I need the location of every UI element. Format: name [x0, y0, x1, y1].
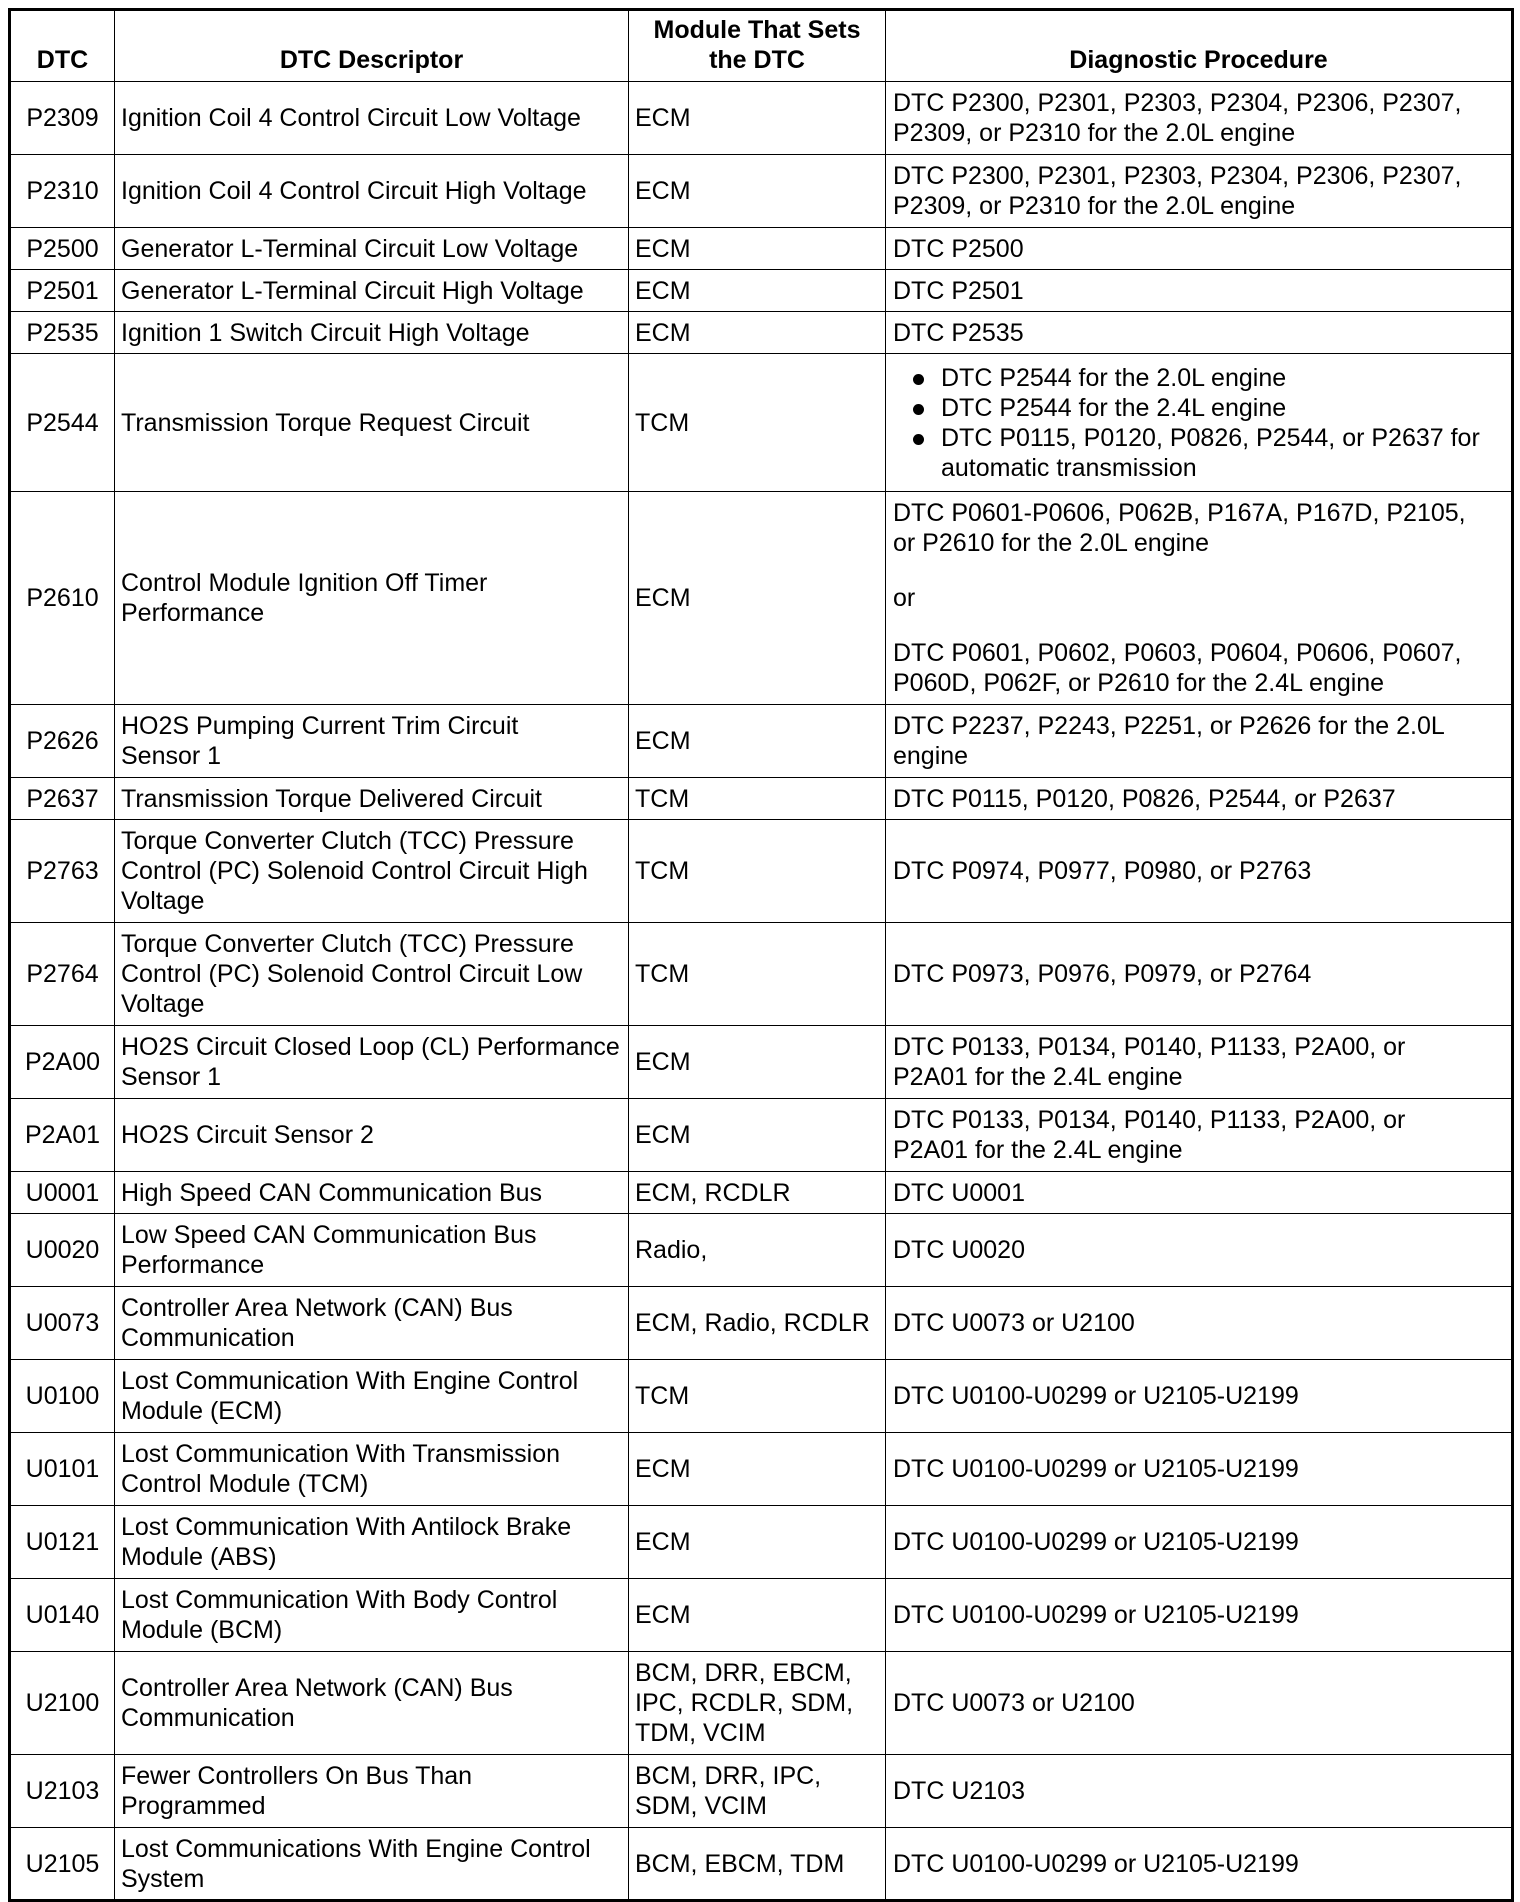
diagnostic-procedure-cell: [886, 1579, 1513, 1652]
cell-line: DTC U0100-U0299 or U2105-U2199: [893, 1382, 1299, 1410]
dtc-code-cell: P2310: [10, 155, 115, 228]
cell-line: SDM, VCIM: [635, 1792, 767, 1820]
table-row: [10, 923, 1513, 1026]
cell-line: ECM: [635, 1528, 691, 1556]
cell-line: P2309, or P2310 for the 2.0L engine: [893, 192, 1296, 220]
diagnostic-procedure-cell: [886, 354, 1513, 492]
dtc-code-cell: U2100: [10, 1652, 115, 1755]
dtc-descriptor-cell: [115, 228, 629, 270]
diagnostic-procedure-cell: [886, 270, 1513, 312]
procedure-bullet-item: [893, 393, 1505, 423]
table-row: [10, 778, 1513, 820]
cell-line: ECM: [635, 276, 691, 305]
diagnostic-procedure-cell: [886, 1652, 1513, 1755]
procedure-bullet-item: [893, 363, 1505, 393]
module-cell: [629, 492, 886, 705]
table-row: [10, 705, 1513, 778]
cell-line: ECM, RCDLR: [635, 1178, 791, 1207]
dtc-code-cell: U0100: [10, 1360, 115, 1433]
diagnostic-procedure-cell: [886, 1172, 1513, 1214]
cell-line: DTC U0073 or U2100: [893, 1309, 1135, 1337]
cell-line: ECM: [635, 177, 691, 205]
table-row: [10, 1506, 1513, 1579]
module-cell: [629, 1652, 886, 1755]
table-header-row: [10, 10, 1513, 82]
cell-line: P060D, P062F, or P2610 for the 2.4L engine: [893, 669, 1385, 697]
dtc-descriptor-cell: [115, 270, 629, 312]
table-row: [10, 1652, 1513, 1755]
module-cell: [629, 1755, 886, 1828]
cell-line: DTC U0100-U0299 or U2105-U2199: [893, 1601, 1299, 1629]
cell-line: Fewer Controllers On Bus Than: [121, 1762, 473, 1790]
cell-line: DTC P2237, P2243, P2251, or P2626 for the 2.0L: [893, 712, 1445, 740]
cell-line: DTC U0100-U0299 or U2105-U2199: [893, 1849, 1299, 1878]
module-cell: [629, 228, 886, 270]
module-cell: [629, 820, 886, 923]
cell-line: Transmission Torque Request Circuit: [121, 408, 530, 437]
cell-line: DTC P2300, P2301, P2303, P2304, P2306, P2307,: [893, 89, 1462, 117]
dtc-code-cell: P2763: [10, 820, 115, 923]
cell-line: Ignition Coil 4 Control Circuit Low Voltage: [121, 104, 581, 132]
module-cell: [629, 1579, 886, 1652]
cell-line: Lost Communication With Antilock Brake: [121, 1513, 572, 1541]
bullet-dot-icon: [913, 374, 924, 385]
dtc-code-cell: P2535: [10, 312, 115, 354]
cell-line: DTC P2544 for the 2.4L engine: [941, 393, 1287, 422]
module-cell: [629, 705, 886, 778]
table-row: [10, 1360, 1513, 1433]
dtc-code-cell: U0121: [10, 1506, 115, 1579]
cell-line: HO2S Circuit Sensor 2: [121, 1121, 374, 1149]
cell-line: Torque Converter Clutch (TCC) Pressure: [121, 930, 574, 958]
module-cell: [629, 1287, 886, 1360]
dtc-descriptor-cell: [115, 1360, 629, 1433]
table-row: [10, 1755, 1513, 1828]
cell-line: Communication: [121, 1704, 295, 1732]
module-cell: [629, 778, 886, 820]
diagnostic-procedure-cell: [886, 312, 1513, 354]
table-row: [10, 1214, 1513, 1287]
bullet-dot-icon: [913, 434, 924, 445]
cell-line: or: [893, 584, 916, 612]
header-module-line: the DTC: [709, 46, 805, 74]
cell-line: Module (ECM): [121, 1397, 283, 1425]
dtc-code-cell: P2A00: [10, 1026, 115, 1099]
cell-line: Module (BCM): [121, 1616, 283, 1644]
table-row: [10, 1579, 1513, 1652]
cell-line: Sensor 1: [121, 742, 222, 770]
cell-line: DTC P0601-P0606, P062B, P167A, P167D, P2105,: [893, 499, 1466, 527]
cell-line: DTC P0115, P0120, P0826, P2544, or P2637: [893, 784, 1396, 813]
cell-line: DTC U2103: [893, 1777, 1025, 1805]
dtc-code-cell: P2764: [10, 923, 115, 1026]
cell-line: Control (PC) Solenoid Control Circuit Low: [121, 960, 583, 988]
module-cell: [629, 312, 886, 354]
dtc-descriptor-cell: [115, 1506, 629, 1579]
cell-line: DTC P2500: [893, 234, 1024, 263]
cell-line: Sensor 1: [121, 1063, 222, 1091]
dtc-code-cell: P2501: [10, 270, 115, 312]
table-row: [10, 1172, 1513, 1214]
diagnostic-procedure-cell: [886, 1755, 1513, 1828]
cell-line: Programmed: [121, 1792, 266, 1820]
cell-line: ECM: [635, 584, 691, 612]
cell-line: DTC U0020: [893, 1236, 1025, 1264]
module-cell: [629, 1433, 886, 1506]
dtc-descriptor-cell: [115, 312, 629, 354]
cell-line: ECM: [635, 1048, 691, 1076]
cell-line: ECM: [635, 318, 691, 347]
table-row: [10, 312, 1513, 354]
dtc-code-cell: P2A01: [10, 1099, 115, 1172]
cell-line: Generator L-Terminal Circuit High Voltage: [121, 276, 584, 305]
module-cell: [629, 1099, 886, 1172]
cell-line: DTC P0974, P0977, P0980, or P2763: [893, 857, 1312, 885]
dtc-code-cell: P2626: [10, 705, 115, 778]
diagnostic-procedure-cell: [886, 923, 1513, 1026]
cell-line: Ignition Coil 4 Control Circuit High Voltage: [121, 177, 587, 205]
cell-line: DTC U0100-U0299 or U2105-U2199: [893, 1455, 1299, 1483]
cell-line: ECM: [635, 1121, 691, 1149]
cell-line: Generator L-Terminal Circuit Low Voltage: [121, 234, 579, 263]
cell-line: ECM: [635, 1601, 691, 1629]
dtc-descriptor-cell: [115, 82, 629, 155]
cell-line: HO2S Circuit Closed Loop (CL) Performance: [121, 1033, 620, 1061]
module-cell: [629, 270, 886, 312]
cell-line: Module (ABS): [121, 1543, 277, 1571]
dtc-descriptor-cell: [115, 923, 629, 1026]
cell-line: or P2610 for the 2.0L engine: [893, 529, 1209, 557]
dtc-descriptor-cell: [115, 1755, 629, 1828]
cell-line: Voltage: [121, 887, 205, 915]
cell-line: DTC U0001: [893, 1178, 1025, 1207]
dtc-descriptor-cell: [115, 1579, 629, 1652]
table-row: [10, 155, 1513, 228]
diagnostic-procedure-cell: [886, 1026, 1513, 1099]
cell-line: engine: [893, 742, 969, 770]
diagnostic-procedure-cell: [886, 1360, 1513, 1433]
cell-line: System: [121, 1864, 205, 1893]
table-row: [10, 820, 1513, 923]
table-row: [10, 354, 1513, 492]
procedure-bullet-list: [893, 363, 1505, 483]
cell-line: ECM: [635, 727, 691, 755]
cell-line: TCM: [635, 408, 690, 437]
dtc-descriptor-cell: [115, 778, 629, 820]
cell-line: TCM: [635, 784, 690, 813]
module-cell: [629, 82, 886, 155]
dtc-code-cell: U0073: [10, 1287, 115, 1360]
module-cell: [629, 1214, 886, 1287]
header-module-line: Module That Sets: [653, 16, 861, 44]
module-cell: [629, 1506, 886, 1579]
dtc-code-cell: P2500: [10, 228, 115, 270]
bullet-dot-icon: [913, 404, 924, 415]
dtc-descriptor-cell: [115, 1026, 629, 1099]
cell-line: Transmission Torque Delivered Circuit: [121, 784, 542, 813]
cell-line: Performance: [121, 599, 265, 627]
dtc-descriptor-cell: [115, 155, 629, 228]
cell-line: DTC P0601, P0602, P0603, P0604, P0606, P0607,: [893, 639, 1462, 667]
cell-line: ECM: [635, 1455, 691, 1483]
cell-line: Control (PC) Solenoid Control Circuit High: [121, 857, 588, 885]
cell-line: P2A01 for the 2.4L engine: [893, 1063, 1183, 1091]
cell-line: High Speed CAN Communication Bus: [121, 1178, 543, 1207]
line-gap: [893, 613, 1505, 638]
cell-line: ECM: [635, 234, 691, 263]
diagnostic-procedure-cell: [886, 1214, 1513, 1287]
diagnostic-procedure-cell: [886, 1099, 1513, 1172]
cell-line: DTC P2535: [893, 318, 1024, 347]
cell-line: BCM, EBCM, TDM: [635, 1849, 845, 1878]
table-row: [10, 1099, 1513, 1172]
cell-line: BCM, DRR, EBCM,: [635, 1659, 852, 1687]
dtc-code-cell: U0140: [10, 1579, 115, 1652]
cell-line: IPC, RCDLR, SDM,: [635, 1689, 854, 1717]
dtc-descriptor-cell: [115, 492, 629, 705]
module-cell: [629, 923, 886, 1026]
module-cell: [629, 1026, 886, 1099]
diagnostic-procedure-cell: [886, 1828, 1513, 1901]
cell-line: ECM: [635, 104, 691, 132]
cell-line: HO2S Pumping Current Trim Circuit: [121, 712, 519, 740]
diagnostic-procedure-cell: [886, 1506, 1513, 1579]
cell-line: Lost Communication With Body Control: [121, 1586, 558, 1614]
module-cell: [629, 1828, 886, 1901]
dtc-code-cell: U0020: [10, 1214, 115, 1287]
cell-line: DTC P0133, P0134, P0140, P1133, P2A00, or: [893, 1033, 1406, 1061]
cell-line: DTC U0073 or U2100: [893, 1689, 1135, 1717]
cell-line: DTC P0973, P0976, P0979, or P2764: [893, 960, 1312, 988]
dtc-descriptor-cell: [115, 1172, 629, 1214]
dtc-code-cell: P2309: [10, 82, 115, 155]
cell-line: TCM: [635, 960, 690, 988]
dtc-descriptor-cell: [115, 820, 629, 923]
dtc-descriptor-cell: [115, 705, 629, 778]
procedure-bullet-item: [893, 423, 1505, 483]
table-row: [10, 1026, 1513, 1099]
cell-line: P2A01 for the 2.4L engine: [893, 1136, 1183, 1164]
dtc-code-cell: P2637: [10, 778, 115, 820]
diagnostic-procedure-cell: [886, 778, 1513, 820]
cell-line: DTC P0115, P0120, P0826, P2544, or P2637 for: [941, 423, 1480, 452]
cell-line: automatic transmission: [941, 453, 1197, 482]
table-row: [10, 492, 1513, 705]
cell-line: Controller Area Network (CAN) Bus: [121, 1294, 513, 1322]
dtc-descriptor-cell: [115, 1828, 629, 1901]
cell-line: Control Module (TCM): [121, 1470, 369, 1498]
table-row: [10, 228, 1513, 270]
header-module: [629, 10, 886, 82]
cell-line: P2309, or P2310 for the 2.0L engine: [893, 119, 1296, 147]
diagnostic-procedure-cell: [886, 820, 1513, 923]
module-cell: [629, 354, 886, 492]
table-row: [10, 1433, 1513, 1506]
diagnostic-procedure-cell: [886, 1433, 1513, 1506]
cell-line: TDM, VCIM: [635, 1719, 766, 1747]
cell-line: DTC P2300, P2301, P2303, P2304, P2306, P2307,: [893, 162, 1462, 190]
header-dtc-descriptor: DTC Descriptor: [115, 10, 629, 82]
table-row: [10, 270, 1513, 312]
dtc-code-cell: U0001: [10, 1172, 115, 1214]
diagnostic-procedure-cell: [886, 155, 1513, 228]
cell-line: ECM, Radio, RCDLR: [635, 1309, 870, 1337]
cell-line: Lost Communication With Transmission: [121, 1440, 561, 1468]
dtc-descriptor-cell: [115, 1287, 629, 1360]
dtc-descriptor-cell: [115, 1214, 629, 1287]
module-cell: [629, 1360, 886, 1433]
dtc-code-cell: P2610: [10, 492, 115, 705]
diagnostic-procedure-cell: [886, 1287, 1513, 1360]
header-diagnostic-procedure: Diagnostic Procedure: [886, 10, 1513, 82]
dtc-table: [8, 8, 1514, 1902]
table-row: [10, 82, 1513, 155]
cell-line: Communication: [121, 1324, 295, 1352]
dtc-code-cell: U2103: [10, 1755, 115, 1828]
cell-line: DTC P2501: [893, 276, 1024, 305]
dtc-descriptor-cell: [115, 1099, 629, 1172]
cell-line: Low Speed CAN Communication Bus: [121, 1221, 537, 1249]
cell-line: DTC P2544 for the 2.0L engine: [941, 363, 1287, 392]
cell-line: Radio,: [635, 1236, 708, 1264]
module-cell: [629, 1172, 886, 1214]
cell-line: DTC U0100-U0299 or U2105-U2199: [893, 1528, 1299, 1556]
table-row: [10, 1828, 1513, 1901]
header-dtc: DTC: [10, 10, 115, 82]
cell-line: Lost Communications With Engine Control: [121, 1834, 591, 1863]
cell-line: Lost Communication With Engine Control: [121, 1367, 579, 1395]
diagnostic-procedure-cell: [886, 82, 1513, 155]
diagnostic-procedure-cell: [886, 228, 1513, 270]
dtc-descriptor-cell: [115, 1652, 629, 1755]
diagnostic-procedure-cell: [886, 705, 1513, 778]
cell-line: Ignition 1 Switch Circuit High Voltage: [121, 318, 530, 347]
table-row: [10, 1287, 1513, 1360]
module-cell: [629, 155, 886, 228]
line-gap: [893, 558, 1505, 583]
dtc-code-cell: P2544: [10, 354, 115, 492]
cell-line: TCM: [635, 1382, 690, 1410]
cell-line: Voltage: [121, 990, 205, 1018]
dtc-descriptor-cell: [115, 1433, 629, 1506]
cell-line: BCM, DRR, IPC,: [635, 1762, 822, 1790]
cell-line: Control Module Ignition Off Timer: [121, 569, 488, 597]
dtc-code-cell: U0101: [10, 1433, 115, 1506]
cell-line: Performance: [121, 1251, 265, 1279]
diagnostic-procedure-cell: [886, 492, 1513, 705]
cell-line: DTC P0133, P0134, P0140, P1133, P2A00, or: [893, 1106, 1406, 1134]
cell-line: Torque Converter Clutch (TCC) Pressure: [121, 827, 574, 855]
cell-line: Controller Area Network (CAN) Bus: [121, 1674, 513, 1702]
cell-line: TCM: [635, 857, 690, 885]
dtc-descriptor-cell: [115, 354, 629, 492]
dtc-code-cell: U2105: [10, 1828, 115, 1901]
